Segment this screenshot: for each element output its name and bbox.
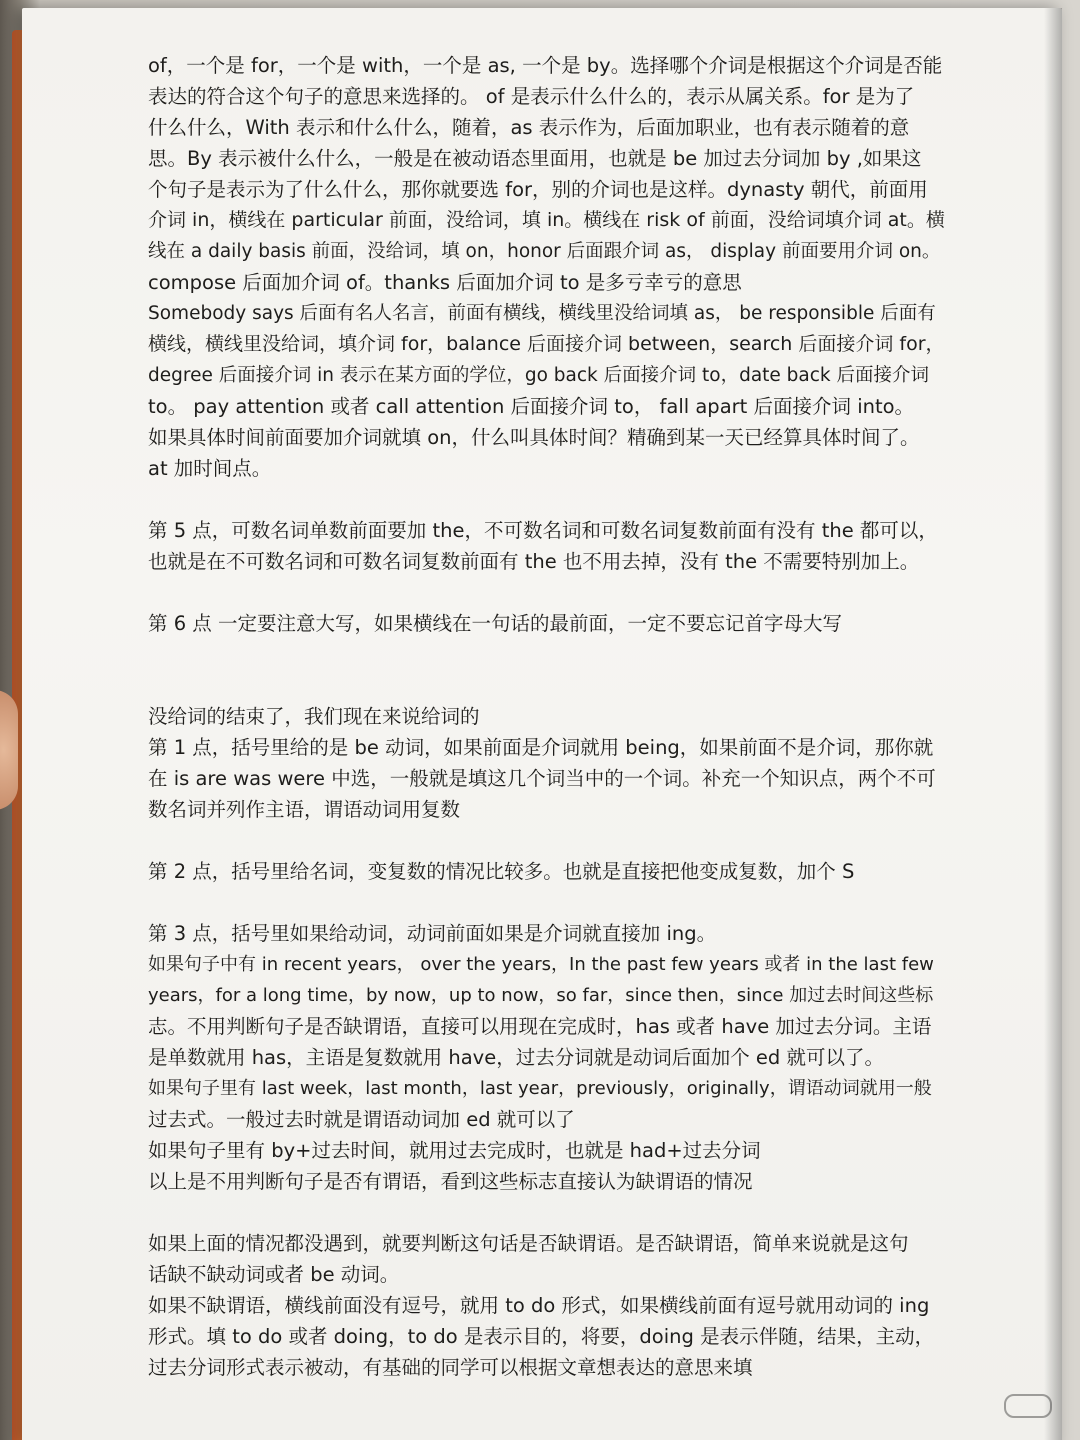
text-line: 第 2 点，括号里给名词，变复数的情况比较多。也就是直接把他变成复数，加个 S [148, 860, 855, 883]
page-shadow [1044, 8, 1062, 1440]
paragraph-point-5 [148, 515, 948, 577]
text-line: 话缺不缺动词或者 be 动词。 [148, 1263, 400, 1286]
text-line: 过去式。一般过去时就是谓语动词加 ed 就可以了 [148, 1108, 575, 1131]
paragraph-point-2 [148, 856, 948, 887]
text-line: years，for a long time，by now，up to now，so far，since then，since 加过去时间这些标 [148, 985, 934, 1006]
text-line: 也就是在不可数名词和可数名词复数前面有 the 也不用去掉，没有 the 不需要特别加上。 [148, 550, 920, 573]
text-line: 在 is are was were 中选，一般就是填这几个词当中的一个词。补充一个知识点，两个不可 [148, 767, 936, 790]
paragraph-predicate-check [148, 1228, 948, 1383]
paragraph-given-words-point-1 [148, 701, 948, 825]
text-line: 志。不用判断句子是否缺谓语，直接可以用现在完成时，has 或者 have 加过去分词。主语 [148, 1015, 932, 1038]
text-line: 过去分词形式表示被动，有基础的同学可以根据文章想表达的意思来填 [148, 1356, 753, 1379]
finger [0, 690, 18, 810]
watermark-icon [1004, 1394, 1052, 1418]
text-line: 是单数就用 has，主语是复数就用 have，过去分词就是动词后面加个 ed 就可以了。 [148, 1046, 884, 1069]
text-line: 横线，横线里没给词，填介词 for，balance 后面接介词 between，search 后面接介词 for， [148, 333, 945, 355]
text-line: 第 5 点，可数名词单数前面要加 the，不可数名词和可数名词复数前面有没有 the 都可以， [148, 519, 938, 542]
text-line: at 加时间点。 [148, 457, 272, 480]
text-line: 数名词并列作主语，谓语动词用复数 [148, 798, 461, 821]
text-line: 线在 a daily basis 前面，没给词，填 on，honor 后面跟介词 as， display 前面要用介词 on。 [148, 241, 941, 262]
text-line: 没给词的结束了，我们现在来说给词的 [148, 705, 480, 728]
paragraph-point-3 [148, 918, 948, 1197]
text-line: 如果具体时间前面要加介词就填 on，什么叫具体时间？精确到某一天已经算具体时间了。 [148, 426, 920, 449]
text-line: of，一个是 for，一个是 with，一个是 as, 一个是 by。选择哪个介词是根据这个介词是否能 [148, 54, 943, 77]
page-text [148, 50, 948, 1383]
text-line: 什么什么，With 表示和什么什么，随着，as 表示作为，后面加职业，也有表示随着的意 [148, 116, 910, 139]
text-line: 形式。填 to do 或者 doing，to do 是表示目的，将要，doing 是表示伴随，结果，主动， [148, 1325, 935, 1348]
text-line: 第 1 点，括号里给的是 be 动词，如果前面是介词就用 being，如果前面不是介词，那你就 [148, 736, 934, 759]
text-line: 个句子是表示为了什么什么，那你就要选 for，别的介词也是这样。dynasty 朝代，前面用 [148, 178, 928, 201]
text-line: degree 后面接介词 in 表示在某方面的学位，go back 后面接介词 to，date back 后面接介词 [148, 365, 930, 386]
text-line: 介词 in，横线在 particular 前面，没给词，填 in。横线在 risk of 前面，没给词填介词 at。横 [148, 209, 945, 231]
text-line: 如果不缺谓语，横线前面没有逗号，就用 to do 形式，如果横线前面有逗号就用动词的 ing [148, 1294, 930, 1317]
text-line: compose 后面加介词 of。thanks 后面加介词 to 是多亏幸亏的意思 [148, 271, 742, 294]
text-line: 如果句子中有 in recent years， over the years，In the past few years 或者 in the last few [148, 954, 934, 975]
text-line: to。 pay attention 或者 call attention 后面接介词 to， fall apart 后面接介词 into。 [148, 395, 915, 418]
text-line: 以上是不用判断句子是否有谓语，看到这些标志直接认为缺谓语的情况 [148, 1170, 753, 1193]
text-line: Somebody says 后面有名人名言，前面有横线，横线里没给词填 as， be responsible 后面有 [148, 303, 936, 324]
paragraph-point-6 [148, 608, 948, 639]
text-line: 表达的符合这个句子的意思来选择的。 of 是表示什么什么的，表示从属关系。for 是为了 [148, 85, 915, 108]
text-line: 如果上面的情况都没遇到，就要判断这句话是否缺谓语。是否缺谓语，简单来说就是这句 [148, 1232, 909, 1255]
paragraph-prepositions [148, 50, 948, 484]
text-line: 如果句子里有 last week，last month，last year，previously，originally，谓语动词就用一般 [148, 1078, 932, 1099]
text-line: 第 3 点，括号里如果给动词，动词前面如果是介词就直接加 ing。 [148, 922, 717, 945]
text-line: 第 6 点 一定要注意大写，如果横线在一句话的最前面，一定不要忘记首字母大写 [148, 612, 843, 635]
text-line: 如果句子里有 by+过去时间，就用过去完成时，也就是 had+过去分词 [148, 1139, 761, 1162]
text-line: 思。By 表示被什么什么，一般是在被动语态里面用，也就是 be 加过去分词加 by ,如果这 [148, 147, 922, 170]
